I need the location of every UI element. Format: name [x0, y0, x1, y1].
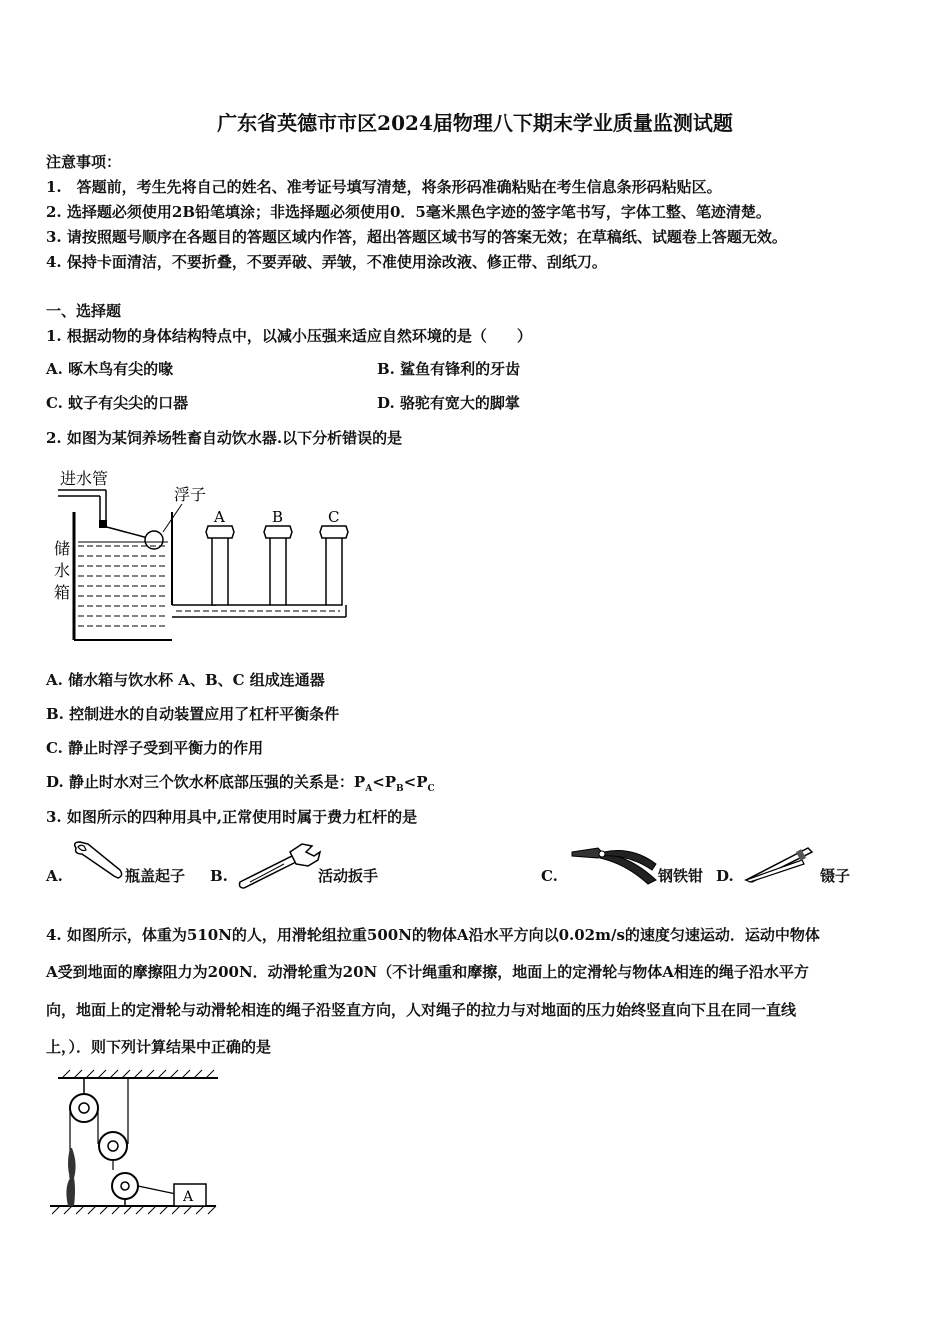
inlet-pipe-label: 进水管: [60, 469, 109, 488]
q1-stem: 1. 根据动物的身体结构特点中，以减小压强来适应自然环境的是（ ）: [46, 327, 532, 345]
q2-option-a: A. 储水箱与饮水杯 A、B、C 组成连通器: [46, 671, 325, 689]
adjustable-wrench-icon: [236, 842, 322, 890]
q4-stem-line: 向，地面上的定滑轮与动滑轮相连的绳子沿竖直方向，人对绳子的拉力与对地面的压力始终竖直向下且在同一直线: [46, 1001, 797, 1019]
q3-option-c-text: 钢铁钳: [658, 867, 704, 885]
q3-option-a-text: 瓶盖起子: [125, 867, 186, 885]
q3-stem: 3. 如图所示的四种用具中,正常使用时属于费力杠杆的是: [46, 808, 418, 826]
cup-b-label: B: [272, 508, 284, 526]
water-dispenser-figure: [48, 462, 368, 652]
q1-option-a: A. 啄木鸟有尖的喙: [46, 360, 174, 378]
q4-stem-line: 上，）．则下列计算结果中正确的是: [46, 1038, 272, 1056]
notice-item: 2. 选择题必须使用2B铅笔填涂；非选择题必须使用0．5毫米黑色字迹的签字笔书写，字体工整、笔迹清楚。: [46, 203, 771, 221]
q4-stem-line: A受到地面的摩擦阻力为200N．动滑轮重为20N（不计绳重和摩擦，地面上的定滑轮与物体A相连的绳子沿水平方: [46, 963, 809, 981]
q2-option-d: [46, 772, 435, 799]
pressure-formula: $P_A<P_B<P_C$: [353, 773, 435, 794]
notice-item: 1. 答题前，考生先将自己的姓名、准考证号填写清楚，将条形码准确粘贴在考生信息条形码粘贴区。: [46, 178, 722, 196]
pulley-system-figure: [48, 1068, 220, 1220]
float-label: 浮子: [174, 485, 207, 504]
q3-option-d-letter: D.: [716, 867, 734, 885]
notice-item: 3. 请按照题号顺序在各题目的答题区域内作答，超出答题区域书写的答案无效；在草稿纸、试题卷上答题无效。: [46, 228, 787, 246]
cup-c-label: C: [328, 508, 340, 526]
q2-option-b: B. 控制进水的自动装置应用了杠杆平衡条件: [46, 705, 340, 723]
tank-label: 箱: [54, 583, 71, 602]
q1-option-d: D. 骆驼有宽大的脚掌: [377, 394, 520, 412]
tank-label: 水: [54, 561, 71, 580]
q2-option-d-text: D. 静止时水对三个饮水杯底部压强的关系是：: [46, 773, 354, 791]
block-a-label: A: [183, 1189, 194, 1205]
q3-option-b-letter: B.: [210, 867, 228, 885]
q3-option-a-letter: A.: [46, 867, 63, 885]
q3-option-c-letter: C.: [541, 867, 558, 885]
pliers-icon: [570, 842, 658, 886]
q1-option-b: B. 鲨鱼有锋利的牙齿: [377, 360, 521, 378]
section-heading: 一、选择题: [46, 302, 122, 320]
q3-option-d-text: 镊子: [820, 867, 851, 885]
q2-option-c: C. 静止时浮子受到平衡力的作用: [46, 739, 264, 757]
page-title: 广东省英德市市区2024届物理八下期末学业质量监测试题: [217, 111, 733, 135]
q1-option-c: C. 蚊子有尖尖的口器: [46, 394, 189, 412]
q4-stem-line: 4. 如图所示，体重为510N的人，用滑轮组拉重500N的物体A沿水平方向以0.02m/s的速度匀速运动．运动中物体: [46, 926, 820, 944]
bottle-opener-icon: [70, 840, 126, 880]
q3-option-b-text: 活动扳手: [318, 867, 379, 885]
tank-label: 储: [54, 539, 71, 558]
tweezers-icon: [742, 844, 816, 884]
notice-heading: 注意事项：: [46, 153, 122, 171]
q2-stem: 2. 如图为某饲养场牲畜自动饮水器.以下分析错误的是: [46, 429, 403, 447]
notice-item: 4. 保持卡面清洁，不要折叠，不要弄破、弄皱，不准使用涂改液、修正带、刮纸刀。: [46, 253, 607, 271]
cup-a-label: A: [214, 508, 225, 526]
